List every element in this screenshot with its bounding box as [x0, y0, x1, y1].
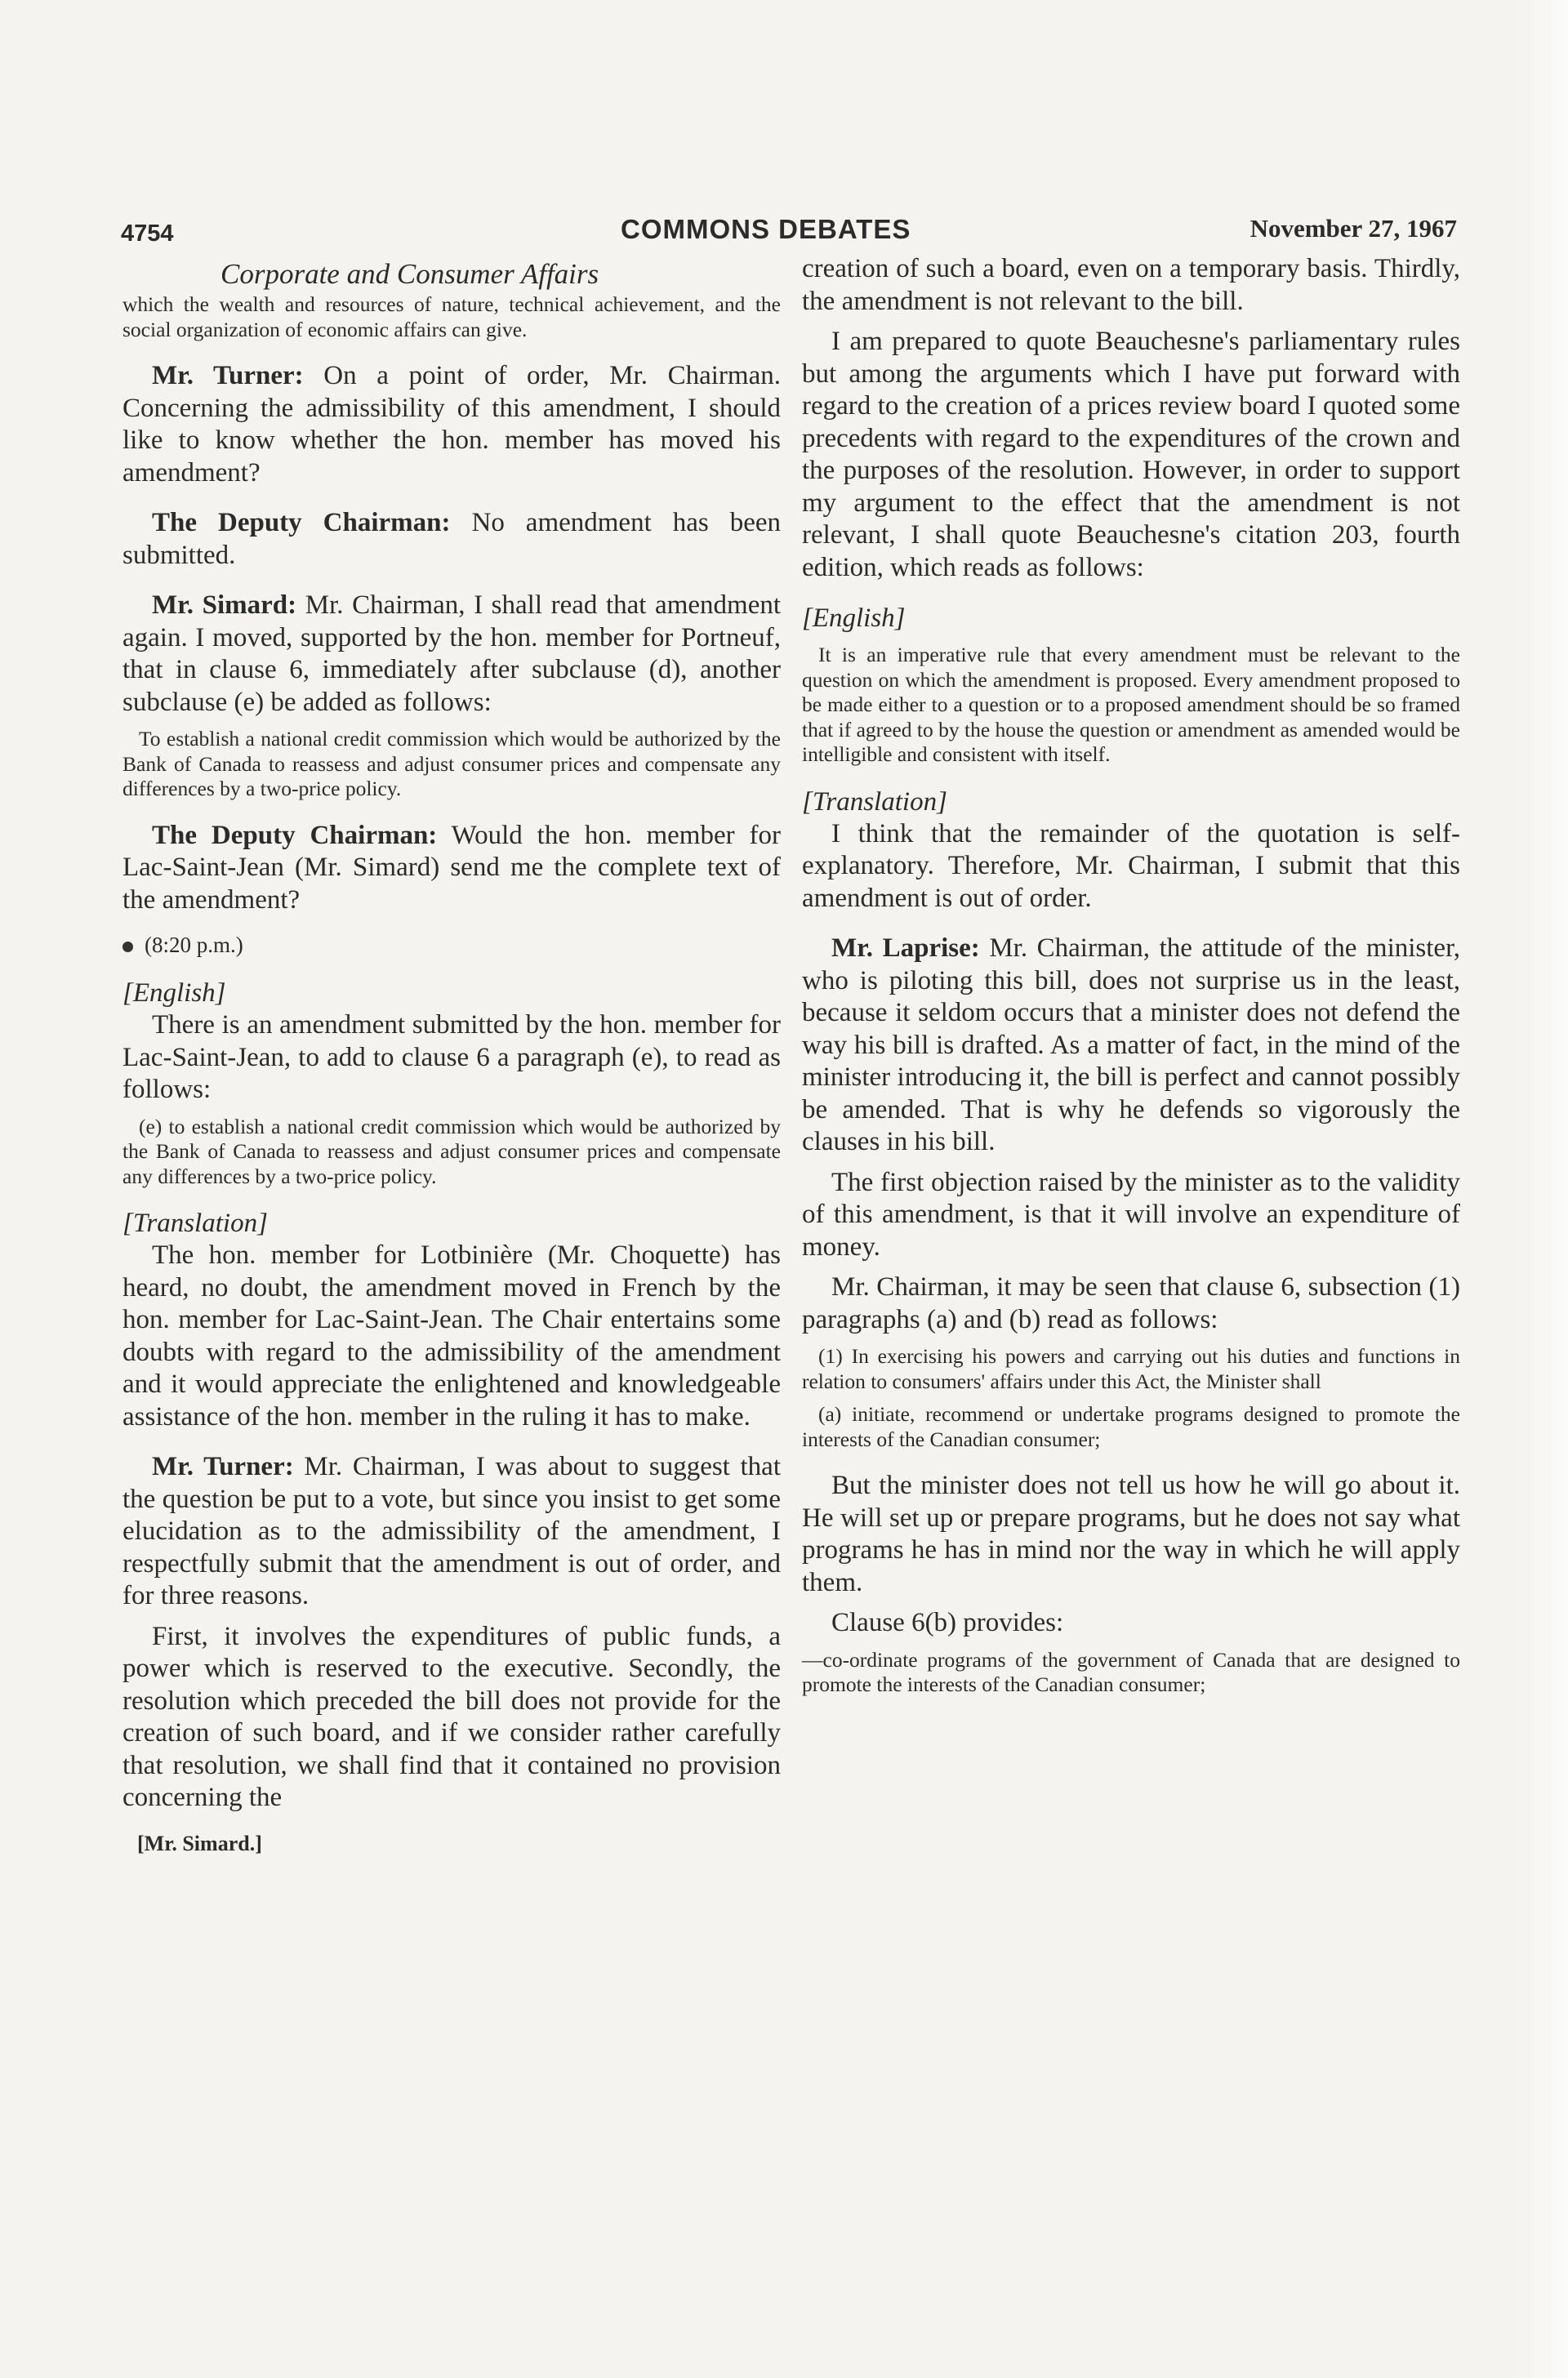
speech-text: No amendment has been submitted. [122, 508, 781, 570]
speaker-name: Mr. Simard: [152, 590, 297, 620]
page-number: 4754 [121, 220, 174, 247]
speaker-name: The Deputy Chairman: [152, 508, 451, 537]
speech-paragraph [122, 360, 781, 489]
bullet-icon [122, 942, 133, 952]
speech-text: Would the hon. member for Lac-Saint-Jean (Mr. Simard) send me the complete text of the amendment? [122, 820, 781, 915]
speaker-name: Mr. Laprise: [831, 933, 980, 963]
speech-paragraph: I think that the remainder of the quotation is self-explanatory. Therefore, Mr. Chairman, I submit that this amendment is out of order. [802, 818, 1460, 913]
section-heading: Corporate and Consumer Affairs [220, 258, 599, 290]
speech-paragraph: Mr. Chairman, it may be seen that clause 6, subsection (1) paragraphs (a) and (b) read as follows: [802, 1272, 1460, 1334]
quotation: To establish a national credit commission which would be authorized by the Bank of Canada to reassess and adjust consumer prices and compensate any differences by a two-price policy. [122, 727, 781, 800]
time-text: (8:20 p.m.) [145, 933, 243, 957]
speech-paragraph: I am prepared to quote Beauchesne's parliamentary rules but among the arguments which I have put forward with regard to the creation of a prices review board I quoted some precedents with regard to the expenditures of the crown and the purposes of the resolution. However, in order to support my argument to the effect that the amendment is not relevant, I shall quote Beauchesne's citation 203, fourth edition, which reads as follows: [802, 327, 1460, 582]
quotation: (1) In exercising his powers and carrying out his duties and functions in relation to consumers' affairs under this Act, the Minister shall [802, 1344, 1460, 1393]
quotation: which the wealth and resources of nature, technical achievement, and the social organization of economic affairs can give. [122, 292, 781, 341]
speaker-name: Mr. Turner: [152, 361, 304, 390]
quotation: It is an imperative rule that every amendment must be relevant to the question on which the amendment is proposed. Every amendment proposed to be made either to a question or to a proposed amendment should be so framed that if agreed to by the house the question or amendment as amended would be intelligible and consistent with itself. [802, 643, 1460, 766]
speech-text: Mr. Chairman, I shall read that amendment again. I moved, supported by the hon. member for Portneuf, that in clause 6, immediately after subclause (d), another subclause (e) be added as follows: [122, 590, 782, 717]
speech-paragraph: Clause 6(b) provides: [831, 1608, 1064, 1637]
quotation: (a) initiate, recommend or undertake programs designed to promote the interests of the Canadian consumer; [802, 1402, 1460, 1451]
speech-paragraph: The first objection raised by the minister as to the validity of this amendment, is that it will involve an expenditure of money. [802, 1167, 1460, 1262]
speech-text: On a point of order, Mr. Chairman. Concerning the admissibility of this amendment, I should like to know whether the hon. member has moved his amendment? [122, 361, 781, 488]
page-footer-speaker: [Mr. Simard.] [137, 1831, 262, 1855]
speech-paragraph [122, 820, 781, 917]
header-date: November 27, 1967 [1250, 214, 1457, 243]
speech-paragraph: But the minister does not tell us how he will go about it. He will set up or prepare programs, but he does not say what programs he has in mind nor the way in which he will apply them. [802, 1471, 1460, 1597]
speaker-name: Mr. Turner: [152, 1452, 294, 1481]
right-column [802, 250, 1460, 1698]
page-header [121, 214, 1457, 250]
quotation: (e) to establish a national credit commission which would be authorized by the Bank of Canada to reassess and adjust consumer prices and compensate any differences by a two-price policy. [122, 1114, 781, 1188]
language-marker: [English] [802, 603, 906, 633]
running-title: COMMONS DEBATES [621, 214, 911, 244]
time-marker [122, 931, 781, 959]
speaker-name: The Deputy Chairman: [152, 820, 438, 850]
speech-paragraph: creation of such a board, even on a temporary basis. Thirdly, the amendment is not relevant to the bill. [802, 254, 1460, 316]
speech-paragraph [802, 933, 1460, 1159]
quotation: —co-ordinate programs of the government of Canada that are designed to promote the interests of the Canadian consumer; [802, 1647, 1460, 1696]
speech-paragraph: First, it involves the expenditures of public funds, a power which is reserved to the executive. Secondly, the resolution which preceded the bill does not provide for the creation of such board, and if we consider rather carefully that resolution, we shall find that it contained no provision concerning the [122, 1621, 781, 1812]
speech-paragraph [122, 507, 781, 572]
left-column [122, 250, 781, 1857]
language-marker: [English] [122, 978, 226, 1008]
speech-paragraph [122, 590, 781, 719]
speech-paragraph: The hon. member for Lotbinière (Mr. Choquette) has heard, no doubt, the amendment moved in French by the hon. member for Lac-Saint-Jean. The Chair entertains some doubts with regard to the admissibility of the amendment and it would appreciate the enlightened and knowledgeable assistance of the hon. member in the ruling it has to make. [122, 1240, 781, 1432]
speech-paragraph: There is an amendment submitted by the hon. member for Lac-Saint-Jean, to add to clause 6 a paragraph (e), to read as follows: [122, 1010, 781, 1104]
speech-paragraph [122, 1451, 781, 1613]
speech-text: Mr. Chairman, I was about to suggest that the question be put to a vote, but since you insist to get some elucidation as to the admissibility of the amendment, I respectfully submit that the amendment is out of order, and for three reasons. [122, 1452, 781, 1610]
speech-text: Mr. Chairman, the attitude of the minister, who is piloting this bill, does not surprise us in the least, because it seldom occurs that a minister does not defend the way his bill is drafted. As a matter of fact, in the mind of the minister introducing it, the bill is perfect and cannot possibly be amended. That is why he defends so vigorously the clauses in his bill. [802, 933, 1460, 1156]
language-marker: [Translation] [802, 786, 947, 817]
page-edge-shadow [1519, 0, 1568, 2378]
language-marker: [Translation] [122, 1209, 268, 1238]
